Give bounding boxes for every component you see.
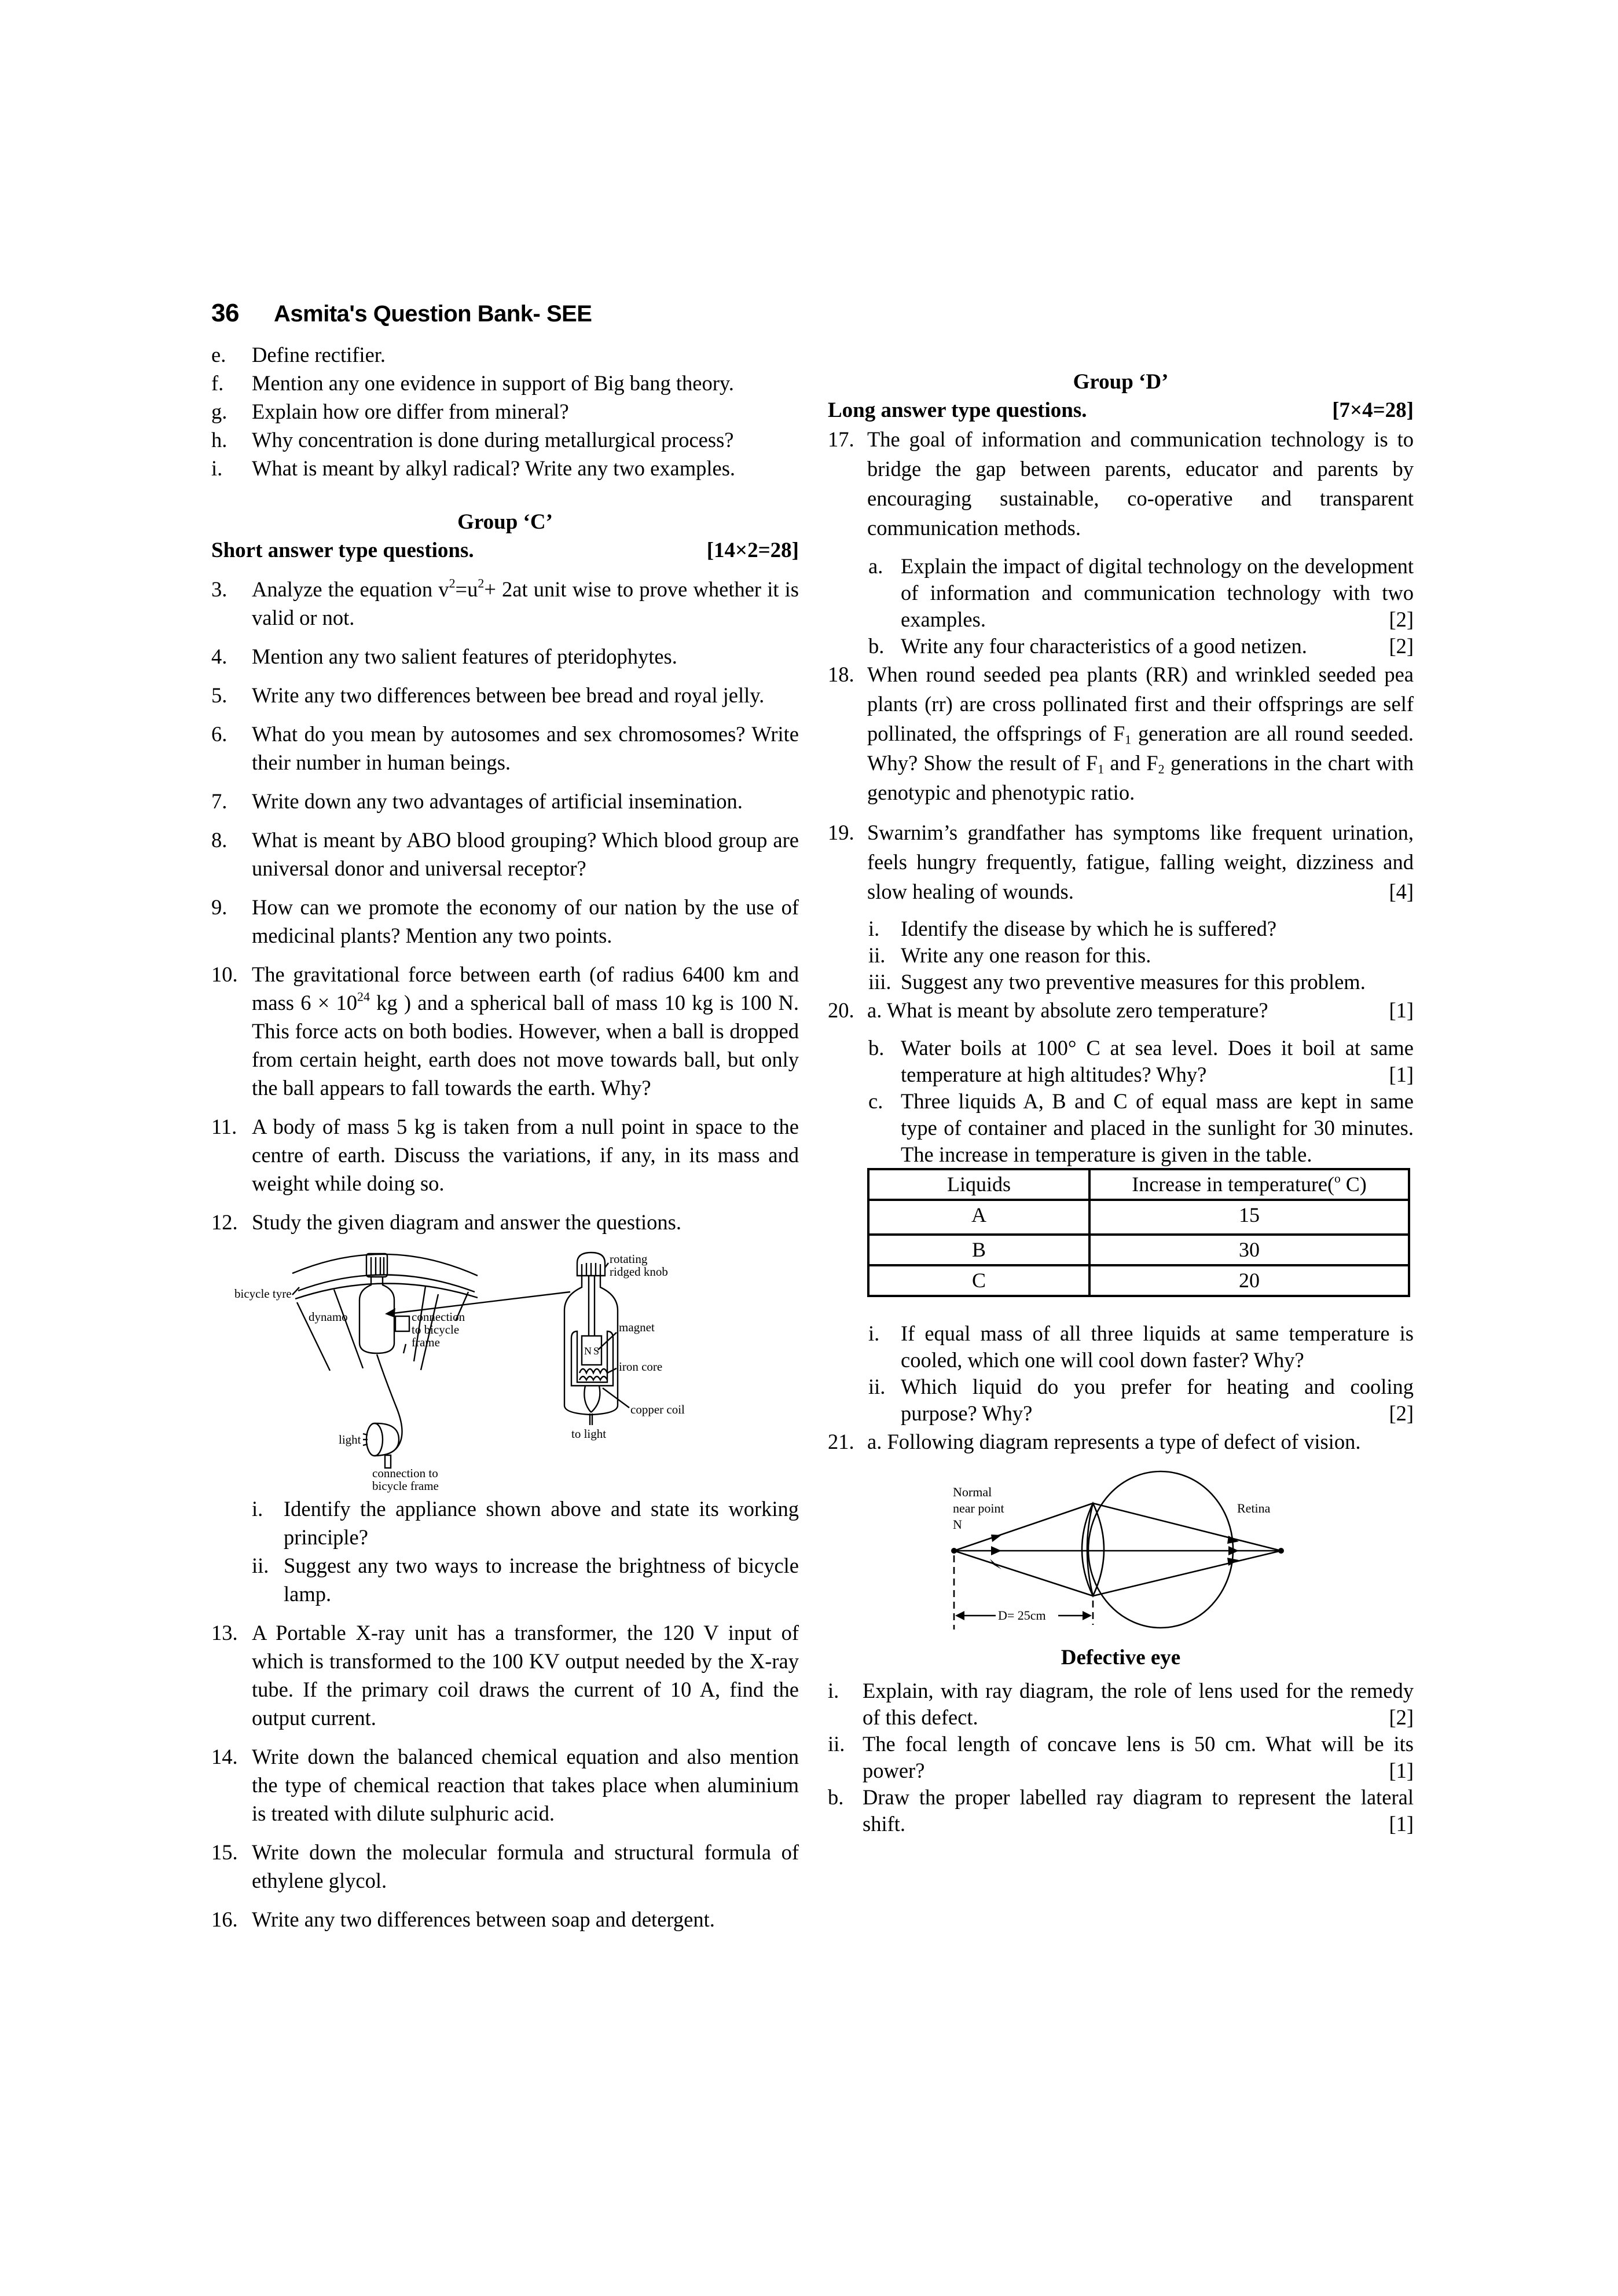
item-text: What is meant by alkyl radical? Write any two examples.: [252, 456, 736, 480]
label-bicycle-tyre: bicycle tyre: [234, 1287, 292, 1301]
right-column: [828, 368, 1414, 1837]
lamp-body: [375, 1423, 399, 1456]
question-13: [211, 1618, 799, 1732]
sub-text: Write any four characteristics of a good netizen.: [901, 634, 1307, 658]
focus-dot: [1278, 1548, 1284, 1554]
section-marks: [14×2=28]: [706, 539, 799, 562]
sub-label: i.: [868, 917, 880, 940]
question-20-b: [828, 1035, 1414, 1088]
question-17-b: [828, 633, 1414, 660]
question-text: a. Following diagram represents a type of defect of vision.: [867, 1430, 1361, 1453]
question-number: 16.: [211, 1907, 238, 1931]
question-g: [211, 397, 799, 426]
question-12: [211, 1208, 799, 1236]
label-magnet-s: S: [593, 1345, 600, 1357]
question-number: 9.: [211, 895, 228, 919]
question-text: Write down the molecular formula and structural formula of ethylene glycol.: [252, 1840, 799, 1892]
running-header: [211, 299, 592, 328]
question-number: 6.: [211, 722, 228, 746]
question-17-a: [828, 553, 1414, 633]
group-c-heading: [211, 536, 799, 565]
label-light: light: [339, 1433, 361, 1447]
text-part: generation are all round seeded. Why? Show the result of F: [867, 722, 1414, 775]
item-label: f.: [211, 371, 224, 395]
table-row: [868, 1265, 1409, 1296]
tyre-outer-arc: [292, 1254, 478, 1276]
header-liquids: Liquids: [868, 1169, 1089, 1200]
item-text: Mention any one evidence in support of Big bang theory.: [252, 371, 734, 395]
sub-text: Explain, with ray diagram, the role of lens used for the remedy of this defect.: [863, 1679, 1414, 1729]
label-iron-core: iron core: [619, 1360, 663, 1374]
sub-label: a.: [868, 554, 883, 578]
degree-sup: o: [1334, 1171, 1341, 1185]
question-text: Study the given diagram and answer the questions.: [252, 1210, 682, 1234]
arrowhead: [991, 1535, 1001, 1542]
question-text: Mention any two salient features of pteridophytes.: [252, 645, 677, 668]
label-near-point: near point: [953, 1501, 1004, 1515]
question-19: [828, 818, 1414, 906]
label-normal: Normal: [953, 1485, 992, 1499]
sub-text: Suggest any two preventive measures for this problem.: [901, 970, 1366, 994]
question-21-b: [828, 1784, 1414, 1837]
near-point-dot: [951, 1548, 957, 1554]
question-19-iii: [828, 969, 1414, 995]
label-retina: Retina: [1237, 1501, 1271, 1515]
arrowhead: [991, 1546, 1001, 1555]
sub-text: Which liquid do you prefer for heating and cooling purpose? Why?: [901, 1375, 1414, 1425]
question-7: [211, 787, 799, 815]
question-21-a: [828, 1427, 1414, 1457]
sub-label: i.: [252, 1497, 263, 1521]
question-6: [211, 720, 799, 777]
arrowhead: [1083, 1611, 1092, 1620]
sub-text: What is meant by absolute zero temperature?: [886, 998, 1268, 1022]
item-text: Define rectifier.: [252, 343, 386, 367]
text-part: + 2at unit wise to prove whether it is valid or not.: [252, 577, 799, 629]
diagram-caption: Defective eye: [1061, 1646, 1181, 1669]
question-number: 8.: [211, 828, 228, 852]
text-part: and F: [1104, 751, 1158, 775]
question-h: [211, 426, 799, 454]
sub-label: a.: [867, 998, 882, 1022]
section-heading: Long answer type questions.: [828, 398, 1087, 422]
question-21-ii: [828, 1731, 1414, 1784]
sub-label: b.: [868, 1036, 885, 1060]
marks: [1]: [1389, 1759, 1414, 1782]
question-text: Write down the balanced chemical equation and also mention the type of chemical reaction that takes place when aluminium is treated with dilute sulphuric acid.: [252, 1745, 799, 1825]
label-connection-bottom-1: connection to: [372, 1466, 438, 1480]
question-text: A body of mass 5 kg is taken from a null point in space to the centre of earth. Discuss the variations, if any, in its mass and weight while doing so.: [252, 1115, 799, 1195]
label-distance: D= 25cm: [998, 1608, 1046, 1623]
label-magnet: magnet: [619, 1320, 655, 1334]
text-part: kg ) and a spherical ball of mass 10 kg is 100 N. This force acts on both bodies. However, when a ball is dropped from certain height, earth does not move towards ball, but only the ball appears to fall towards the earth. Why?: [252, 991, 799, 1100]
text-part: =u: [455, 577, 478, 601]
sub-text: Three liquids A, B and C of equal mass are kept in same type of container and placed in the sunlight for 30 minutes. The increase in temperature is given in the table.: [901, 1089, 1414, 1166]
question-17: [828, 424, 1414, 543]
sub-text: Write any one reason for this.: [901, 943, 1151, 967]
label-rotating-2: ridged knob: [610, 1265, 668, 1279]
question-number: 17.: [828, 427, 854, 451]
marks: [2]: [1389, 1705, 1414, 1729]
question-9: [211, 893, 799, 950]
label-n: N: [953, 1517, 962, 1532]
sub-text: Suggest any two ways to increase the brightness of bicycle lamp.: [284, 1554, 799, 1606]
cell-liquid: A: [868, 1200, 1089, 1235]
liquids-table: [867, 1168, 1410, 1297]
text-part: When round seeded pea plants (RR) and wrinkled seeded pea plants (rr) are cross pollinated first and their offsprings are self pollinated, the offsprings of F: [867, 662, 1414, 745]
label-connection-1: connection: [412, 1310, 465, 1324]
label-rotating-1: rotating: [610, 1252, 648, 1266]
question-19-i: [828, 916, 1414, 942]
question-20-ii: [828, 1374, 1414, 1427]
question-12-ii: [211, 1551, 799, 1608]
question-20-c: [828, 1088, 1414, 1168]
question-18: [828, 660, 1414, 807]
question-5: [211, 681, 799, 709]
question-number: 20.: [828, 998, 854, 1022]
table-row: [868, 1235, 1409, 1265]
sub-text: Identify the appliance shown above and state its working principle?: [284, 1497, 799, 1549]
subscript: 1: [1125, 732, 1132, 747]
table-row: [868, 1200, 1409, 1235]
item-text: Why concentration is done during metallurgical process?: [252, 428, 734, 452]
arrowhead: [990, 1559, 1001, 1569]
question-text: Write any two differences between soap and detergent.: [252, 1907, 715, 1931]
text-part: generations in the chart with genotypic and phenotypic ratio.: [867, 751, 1414, 804]
cell-increase: 20: [1089, 1265, 1409, 1296]
label-connection-2: to bicycle: [412, 1323, 460, 1336]
bicycle-dynamo-diagram: [211, 1240, 799, 1495]
cell-increase: 15: [1089, 1200, 1409, 1235]
question-21-i: [828, 1678, 1414, 1731]
group-c-title: Group ‘C’: [457, 510, 553, 534]
frame-connector: [395, 1316, 409, 1331]
page-number: 36: [211, 299, 239, 327]
sub-text: Explain the impact of digital technology on the development of information and communication technology with two examples.: [901, 554, 1414, 631]
question-f: [211, 369, 799, 397]
sub-text: Identify the disease by which he is suffered?: [901, 917, 1277, 940]
marks: [1]: [1389, 1063, 1414, 1086]
item-label: h.: [211, 428, 228, 452]
question-number: 4.: [211, 645, 228, 668]
label-connection-3: frame: [412, 1335, 440, 1349]
sub-label: ii.: [868, 943, 886, 967]
table-header-row: [868, 1169, 1409, 1200]
cell-liquid: C: [868, 1265, 1089, 1296]
cell-increase: 30: [1089, 1235, 1409, 1265]
label-connection-bottom-2: bicycle frame: [372, 1479, 439, 1493]
arrowhead: [955, 1611, 964, 1620]
lamp-lens: [366, 1423, 383, 1456]
sub-text: Water boils at 100° C at sea level. Does it boil at same temperature at high altitudes? Why?: [901, 1036, 1414, 1086]
header-unit: C): [1340, 1173, 1367, 1196]
question-i: [211, 454, 799, 482]
question-3: [211, 575, 799, 632]
sub-label: b.: [868, 634, 885, 658]
eyeball: [1088, 1471, 1233, 1628]
left-column: [211, 340, 799, 1934]
question-number: 11.: [211, 1115, 237, 1138]
question-text: What is meant by ABO blood grouping? Which blood group are universal donor and universal receptor?: [252, 828, 799, 880]
marks: [2]: [1389, 634, 1414, 658]
question-number: 5.: [211, 683, 228, 707]
text-part: Analyze the equation v: [252, 577, 449, 601]
question-14: [211, 1742, 799, 1828]
sub-label: c.: [868, 1089, 883, 1113]
section-heading: Short answer type questions.: [211, 539, 474, 562]
sub-text: The focal length of concave lens is 50 cm. What will be its power?: [863, 1732, 1414, 1782]
sub-label: ii.: [252, 1554, 269, 1577]
question-number: 13.: [211, 1621, 238, 1645]
group-d-title: Group ‘D’: [1073, 370, 1169, 394]
sub-label: iii.: [868, 970, 891, 994]
question-text: Write any two differences between bee bread and royal jelly.: [252, 683, 765, 707]
sub-label: i.: [828, 1679, 839, 1702]
question-number: 3.: [211, 577, 228, 601]
question-19-ii: [828, 942, 1414, 969]
question-number: 18.: [828, 662, 854, 686]
subscript: 1: [1098, 761, 1105, 777]
marks: [2]: [1389, 1401, 1414, 1425]
sub-label: i.: [868, 1321, 880, 1345]
question-text: Write down any two advantages of artificial insemination.: [252, 789, 743, 813]
question-text: A Portable X-ray unit has a transformer, the 120 V input of which is transformed to the 100 KV output needed by the X-ray tube. If the primary coil draws the current of 10 A, find the output current.: [252, 1621, 799, 1730]
item-label: e.: [211, 343, 226, 367]
question-text: How can we promote the economy of our nation by the use of medicinal plants? Mention any two points.: [252, 895, 799, 947]
item-text: Explain how ore differ from mineral?: [252, 400, 569, 423]
arrow-head: [385, 1308, 395, 1317]
sub-label: b.: [828, 1785, 844, 1809]
question-4: [211, 642, 799, 671]
item-label: g.: [211, 400, 228, 423]
question-text: Swarnim’s grandfather has symptoms like frequent urination, feels hungry frequently, fatigue, falling weight, dizziness and slow healing of wounds.: [867, 821, 1414, 903]
rim-arc: [295, 1283, 478, 1299]
question-text: What do you mean by autosomes and sex chromosomes? Write their number in human beings.: [252, 722, 799, 774]
copper-coil-loops: [579, 1369, 607, 1373]
question-11: [211, 1112, 799, 1198]
group-d-heading: [828, 396, 1414, 424]
defective-eye-diagram: [828, 1457, 1414, 1631]
eye-lens: [1082, 1503, 1104, 1596]
question-10: [211, 960, 799, 1102]
sub-text: Draw the proper labelled ray diagram to represent the lateral shift.: [863, 1785, 1414, 1836]
question-15: [211, 1838, 799, 1895]
label-copper-coil: copper coil: [630, 1402, 685, 1416]
question-20-a: [828, 995, 1414, 1026]
label-to-light: to light: [571, 1427, 607, 1441]
header-increase: [1089, 1169, 1409, 1200]
question-20-i: [828, 1320, 1414, 1374]
question-8: [211, 826, 799, 882]
marks: [4]: [1389, 880, 1414, 903]
sub-text: If equal mass of all three liquids at same temperature is cooled, which one will cool down faster? Why?: [901, 1321, 1414, 1372]
marks: [1]: [1389, 1812, 1414, 1836]
section-marks: [7×4=28]: [1332, 398, 1414, 422]
question-number: 12.: [211, 1210, 238, 1234]
book-title: Asmita's Question Bank- SEE: [274, 301, 592, 327]
label-dynamo: dynamo: [309, 1310, 348, 1324]
question-number: 19.: [828, 821, 854, 844]
question-number: 14.: [211, 1745, 238, 1768]
text-part: The gravitational force between earth (of radius 6400 km and mass 6 × 10: [252, 962, 799, 1015]
superscript: 24: [357, 989, 370, 1004]
question-number: 21.: [828, 1430, 854, 1453]
superscript: 2: [478, 576, 485, 591]
item-label: i.: [211, 456, 223, 480]
cell-liquid: B: [868, 1235, 1089, 1265]
marks: [2]: [1389, 607, 1414, 631]
subscript: 2: [1158, 761, 1165, 777]
label-magnet-n: N: [584, 1345, 592, 1357]
question-number: 7.: [211, 789, 228, 813]
marks: [1]: [1389, 998, 1414, 1022]
question-16: [211, 1905, 799, 1934]
sub-label: ii.: [868, 1375, 886, 1398]
superscript: 2: [449, 576, 456, 591]
question-number: 15.: [211, 1840, 238, 1864]
question-number: 10.: [211, 962, 238, 986]
sub-label: ii.: [828, 1732, 845, 1756]
question-text: The goal of information and communication technology is to bridge the gap between parents, educator and parents by encouraging sustainable, co-operative and transparent communication methods.: [867, 427, 1414, 540]
question-e: [211, 340, 799, 369]
header-text: Increase in temperature(: [1132, 1173, 1334, 1196]
question-12-i: [211, 1495, 799, 1551]
